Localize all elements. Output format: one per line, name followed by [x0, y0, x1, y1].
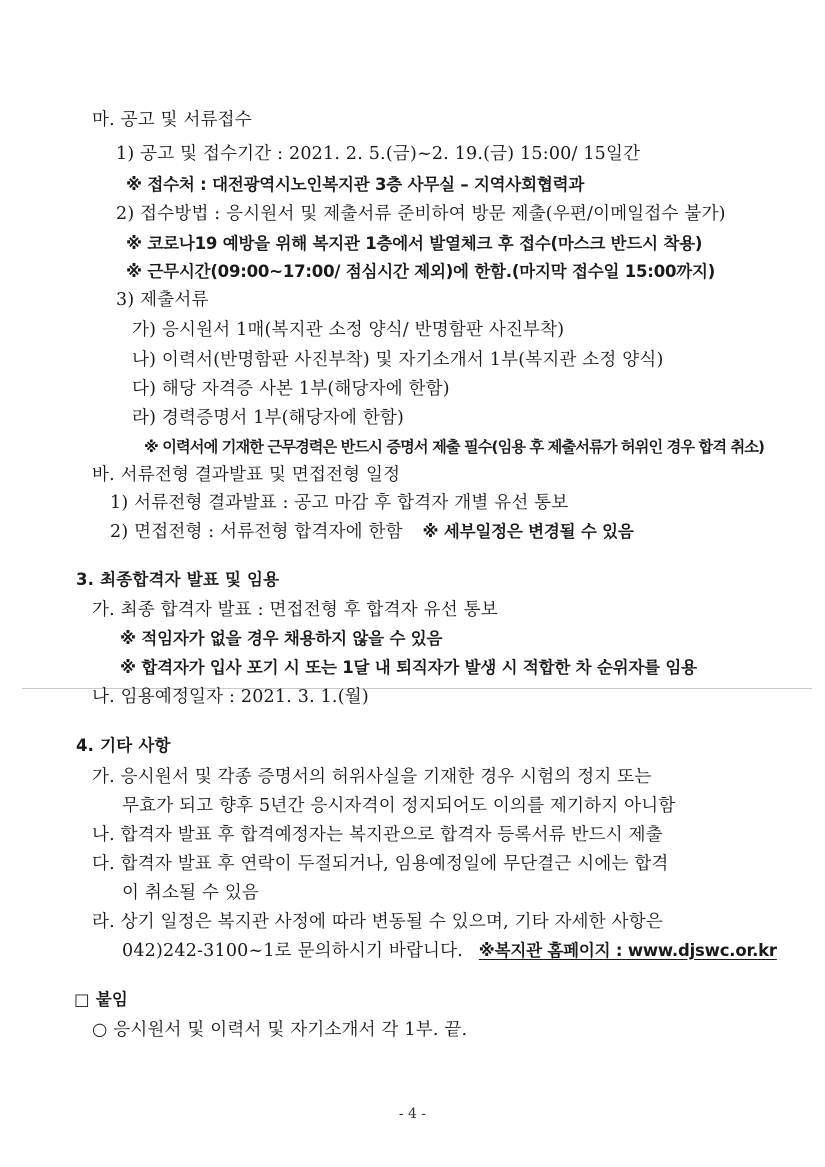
- section-ma-title: 마. 공고 및 서류접수: [92, 110, 252, 130]
- contact-text: 042)242-3100~1로 문의하시기 바랍니다.: [122, 941, 464, 961]
- section-3-title: 3. 최종합격자 발표 및 임용: [76, 570, 280, 589]
- page-number: - 4 -: [398, 1106, 427, 1122]
- interview-line: [110, 520, 634, 544]
- misc-item-na: 나. 합격자 발표 후 합격예정자는 복지관으로 합격자 등록서류 반드시 제출: [92, 825, 663, 845]
- misc-item-ra-line1: 라. 상기 일정은 복지관 사정에 따라 변동될 수 있으며, 기타 자세한 사항은: [92, 912, 663, 932]
- schedule-change-note: ※ 세부일정은 변경될 수 있음: [422, 522, 634, 541]
- misc-item-da-line1: 다. 합격자 발표 후 연락이 두절되거나, 임용예정일에 무단결근 시에는 합격: [92, 854, 669, 874]
- screening-result-line: 1) 서류전형 결과발표 : 공고 마감 후 합격자 개별 유선 통보: [110, 493, 569, 513]
- document-item: 라) 경력증명서 1부(해당자에 한함): [132, 408, 405, 428]
- interview-text: 2) 면접전형 : 서류전형 합격자에 한함: [110, 522, 403, 542]
- document-item: 가) 응시원서 1매(복지관 소정 양식/ 반명함판 사진부착): [132, 320, 565, 340]
- misc-item-ga-line1: 가. 응시원서 및 각종 증명서의 허위사실을 기재한 경우 시험의 정지 또는: [92, 767, 652, 787]
- homepage-link[interactable]: ※복지관 홈페이지 : www.djswc.or.kr: [478, 941, 777, 960]
- covid-note: ※ 코로나19 예방을 위해 복지관 1층에서 발열체크 후 접수(마스크 반드시 착용): [126, 234, 703, 253]
- misc-item-ga-line2: 무효가 되고 향후 5년간 응시자격이 정지되어도 이의를 제기하지 아니함: [122, 796, 676, 816]
- career-proof-note: ※ 이력서에 기재한 근무경력은 반드시 증명서 제출 필수(임용 후 제출서류가 허위인 경우 합격 취소): [144, 438, 765, 456]
- method-line: 2) 접수방법 : 응시원서 및 제출서류 준비하여 방문 제출(우편/이메일접수 불가): [116, 204, 726, 224]
- period-line: 1) 공고 및 접수기간 : 2021. 2. 5.(금)~2. 19.(금) 15:00/ 15일간: [116, 144, 641, 164]
- document-item: 다) 해당 자격증 사본 1부(해당자에 한함): [132, 379, 450, 399]
- attachment-title: □ 붙임: [74, 990, 129, 1009]
- final-announcement-line: 가. 최종 합격자 발표 : 면접전형 후 합격자 유선 통보: [92, 600, 498, 620]
- substitute-note: ※ 합격자가 입사 포기 시 또는 1달 내 퇴직자가 발생 시 적합한 차 순위자를 임용: [120, 658, 697, 677]
- appointment-date-line: 나. 임용예정일자 : 2021. 3. 1.(월): [92, 687, 369, 707]
- document-item: 나) 이력서(반명함판 사진부착) 및 자기소개서 1부(복지관 소정 양식): [132, 350, 664, 370]
- section-ba-title: 바. 서류전형 결과발표 및 면접전형 일정: [92, 465, 401, 485]
- misc-item-ra-line2: [122, 939, 777, 963]
- documents-title: 3) 제출서류: [116, 290, 209, 310]
- section-4-title: 4. 기타 사항: [76, 736, 171, 755]
- attachment-item: ○ 응시원서 및 이력서 및 자기소개서 각 1부. 끝.: [92, 1020, 468, 1040]
- no-candidate-note: ※ 적임자가 없을 경우 채용하지 않을 수 있음: [120, 629, 443, 648]
- misc-item-da-line2: 이 취소될 수 있음: [122, 883, 260, 903]
- hours-note: ※ 근무시간(09:00~17:00/ 점심시간 제외)에 한함.(마지막 접수일 15:00까지): [126, 262, 716, 281]
- reception-note: ※ 접수처 : 대전광역시노인복지관 3층 사무실 – 지역사회협력과: [126, 175, 585, 194]
